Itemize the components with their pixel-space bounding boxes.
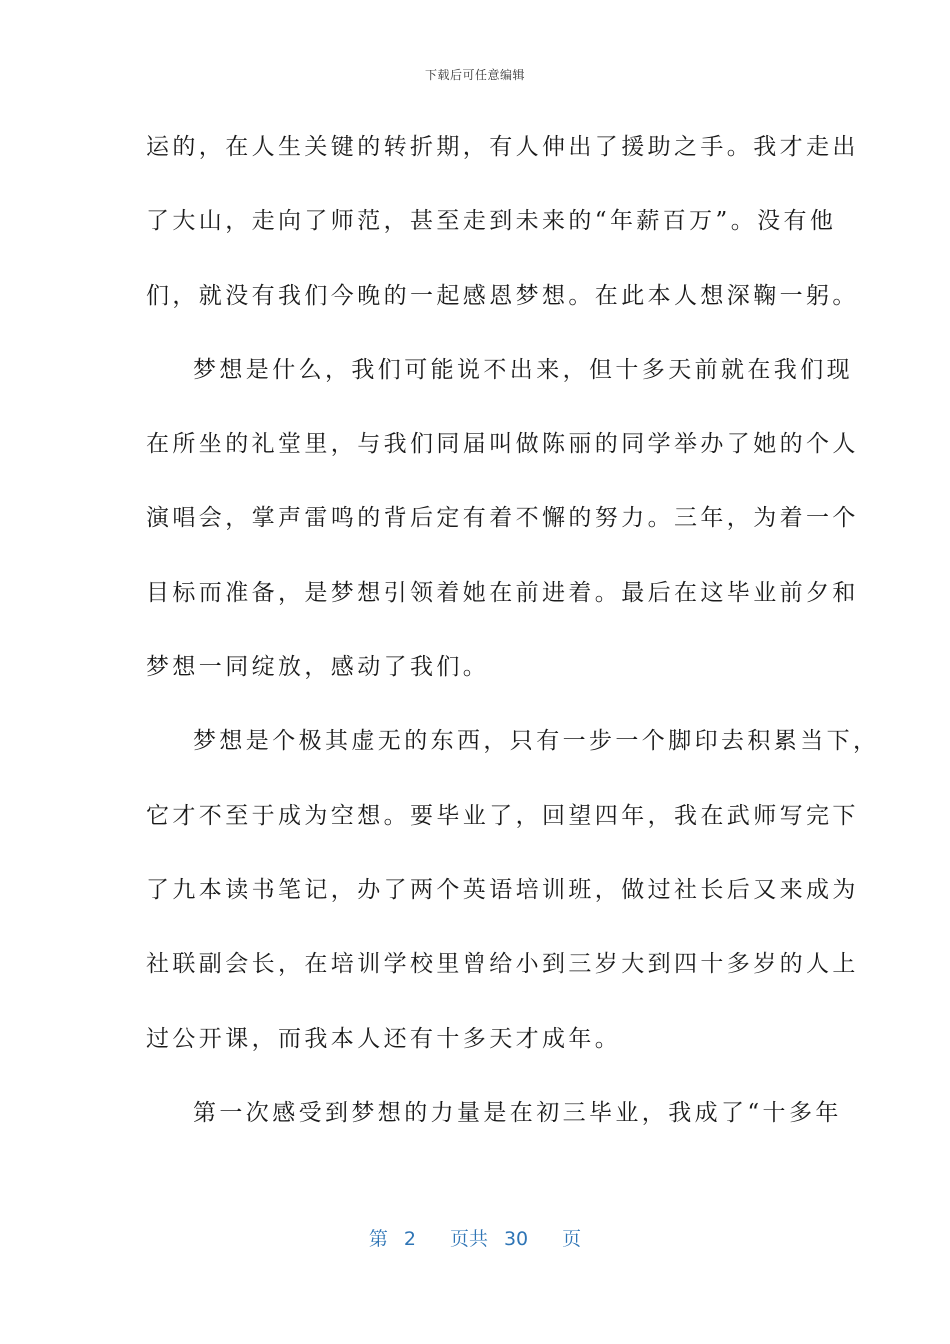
text-line: 了九本读书笔记，办了两个英语培训班，做过社长后又来成为 [146,876,859,903]
text-line: 梦想一同绽放，感动了我们。 [146,654,490,681]
text-line: 在所坐的礼堂里，与我们同届叫做陈丽的同学举办了她的个人 [146,431,859,458]
text-line: 过公开课，而我本人还有十多天才成年。 [146,1025,622,1052]
total-pages-number: 30 [503,1228,529,1250]
text-line: 目标而准备，是梦想引领着她在前进着。最后在这毕业前夕和 [146,579,859,606]
document-body [146,126,880,1166]
text-line: 们，就没有我们今晚的一起感恩梦想。在此本人想深鞠一躬。 [146,282,859,309]
page-header: 下载后可任意编辑 [424,68,525,82]
paragraph-first-line: 梦想是什么，我们可能说不出来，但十多天前就在我们现 [193,356,853,383]
page-footer [0,1224,950,1251]
current-page-number: 2 [403,1228,416,1250]
text-line: 演唱会，掌声雷鸣的背后定有着不懈的努力。三年，为着一个 [146,505,859,532]
footer-prefix: 第 [368,1228,388,1250]
text-line: 运的，在人生关键的转折期，有人伸出了援助之手。我才走出 [146,134,859,160]
text-line: 社联副会长，在培训学校里曾给小到三岁大到四十多岁的人上 [146,951,859,978]
text-line: 它才不至于成为空想。要毕业了，回望四年，我在武师写完下 [146,802,859,829]
footer-suffix: 页 [562,1228,582,1250]
text-line: 了大山，走向了师范，甚至走到未来的“年薪百万”。没有他 [146,208,837,235]
footer-middle: 页共 [449,1228,488,1250]
paragraph-first-line: 第一次感受到梦想的力量是在初三毕业，我成了“十多年 [193,1099,842,1126]
paragraph-first-line: 梦想是个极其虚无的东西，只有一步一个脚印去积累当下， [193,728,880,755]
